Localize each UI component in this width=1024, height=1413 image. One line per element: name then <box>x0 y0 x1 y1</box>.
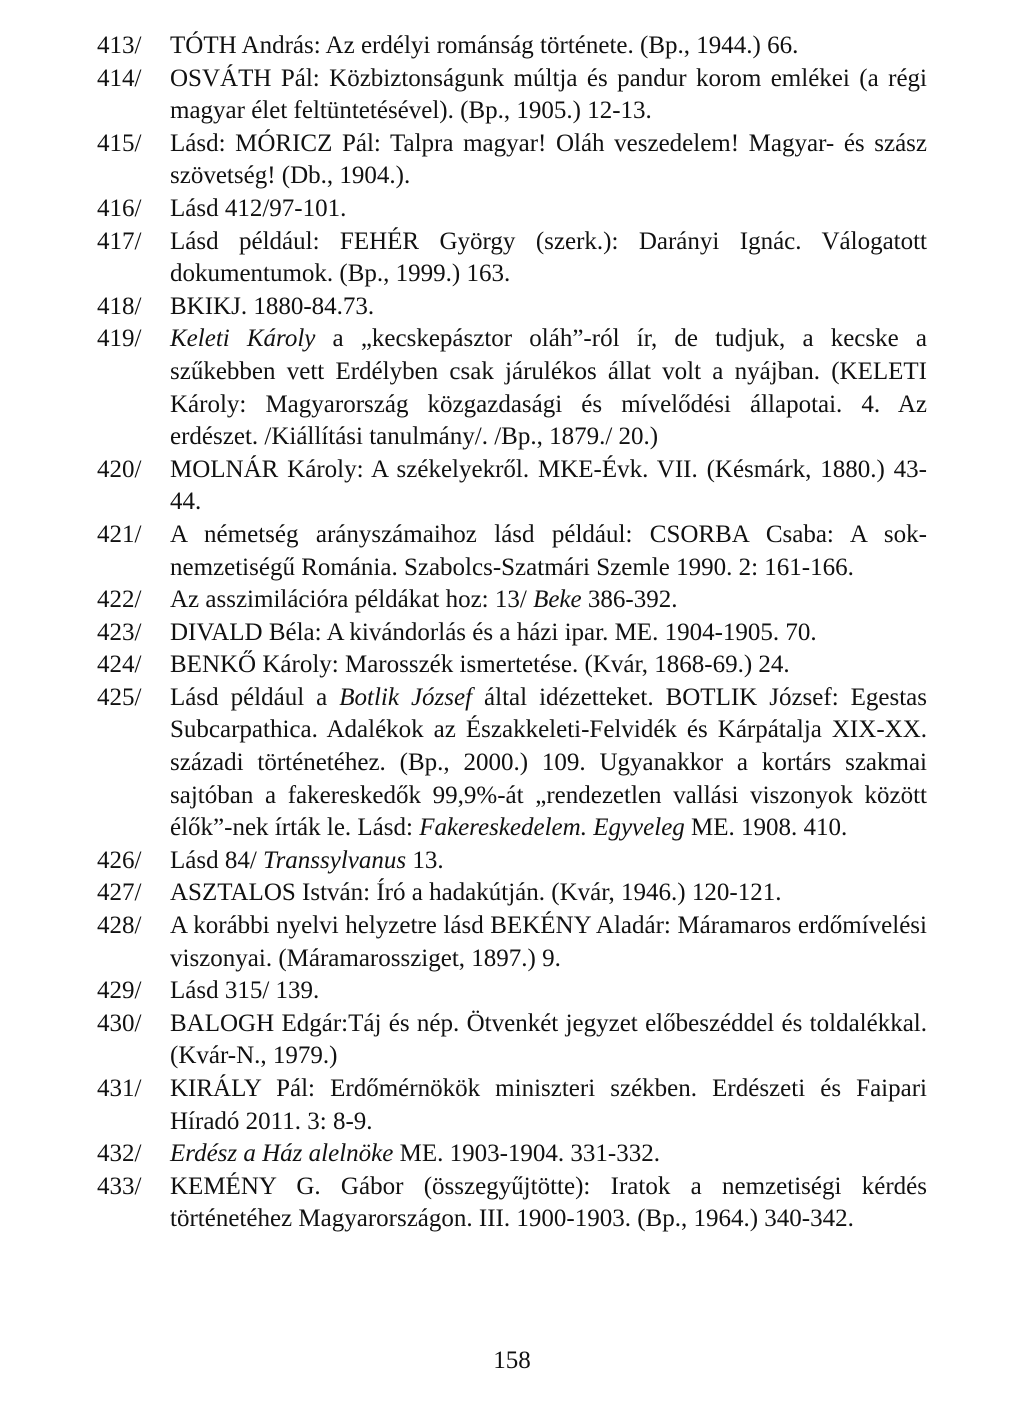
footnote-item <box>97 1171 927 1236</box>
footnote-item <box>97 30 927 63</box>
footnote-text <box>170 845 927 878</box>
footnote-list <box>97 30 927 1236</box>
text-segment: OSVÁTH Pál: Közbiztonságunk múltja és pandur korom emlékei (a régi magyar élet feltüntetésével). (Bp., 1905.) 12-13. <box>170 64 927 125</box>
footnote-text <box>170 1138 927 1171</box>
footnote-number: 432/ <box>97 1140 142 1168</box>
footnote-text <box>170 291 927 324</box>
footnote-number: 428/ <box>97 912 142 940</box>
text-segment: Lásd például: FEHÉR György (szerk.): Darányi Ignác. Válogatott dokumentumok. (Bp., 1999.) 163. <box>170 227 927 288</box>
footnote-number: 416/ <box>97 194 142 222</box>
footnote-number: 421/ <box>97 520 142 548</box>
text-segment: MOLNÁR Károly: A székelyekről. MKE-Évk. VII. (Késmárk, 1880.) 43-44. <box>170 455 927 516</box>
footnote-number: 414/ <box>97 64 142 92</box>
page-number: 158 <box>493 1347 531 1374</box>
text-segment: Lásd: MÓRICZ Pál: Talpra magyar! Oláh veszedelem! Magyar- és szász szövetség! (Db., 1904.). <box>170 129 927 190</box>
text-segment: BKIKJ. 1880-84.73. <box>170 292 375 320</box>
text-segment: által idézetteket. BOTLIK József: Egestas Subcarpathica. Adalékok az Északkeleti-Felvidék és Kárpátalja XIX-XX. századi történetéhez. (Bp., 2000.) 109. Ugyanakkor a kortárs szakmai sajtóban a fakereskedők 99,9%-át „rendezetlen vallási viszonyok között élők”-nek írták le. Lásd: <box>170 683 928 842</box>
footnote-number: 417/ <box>97 227 142 255</box>
text-segment: 13. <box>406 846 444 874</box>
footnote-item <box>97 877 927 910</box>
text-segment: Lásd 84/ <box>170 846 264 874</box>
italic-title: Beke <box>533 586 582 614</box>
footnote-text <box>170 910 927 975</box>
text-segment: KEMÉNY G. Gábor (összegyűjtötte): Iratok a nemzetiségi kérdés történetéhez Magyarországon. III. 1900-1903. (Bp., 1964.) 340-342. <box>170 1172 927 1233</box>
footnote-item <box>97 1138 927 1171</box>
footnote-number: 431/ <box>97 1075 142 1102</box>
footnote-number: 422/ <box>97 586 142 614</box>
footnote-item <box>97 1073 927 1138</box>
footnote-number: 425/ <box>97 683 142 711</box>
footnote-item <box>97 63 927 128</box>
footnote-item <box>97 617 927 650</box>
footnote-number: 419/ <box>97 325 142 353</box>
text-segment: Az asszimilációra példákat hoz: 13/ <box>170 586 534 614</box>
footnote-text <box>170 519 927 584</box>
footnote-number: 420/ <box>97 455 142 483</box>
footnote-text <box>170 682 927 845</box>
footnote-text <box>170 617 927 650</box>
footnote-number: 433/ <box>97 1172 142 1200</box>
italic-title: Botlik József <box>339 683 473 711</box>
footnote-number: 430/ <box>97 1009 142 1037</box>
italic-title: Erdész a Ház alelnöke <box>170 1140 394 1168</box>
text-segment: KIRÁLY Pál: Erdőmérnökök miniszteri székben. Erdészeti és Faipari Híradó 2011. 3: 8-9. <box>170 1075 927 1135</box>
footnote-number: 418/ <box>97 292 142 320</box>
text-segment: TÓTH András: Az erdélyi románság története. (Bp., 1944.) 66. <box>170 32 799 59</box>
footnote-text <box>170 30 927 63</box>
footnote-number: 427/ <box>97 879 142 907</box>
footnote-text <box>170 1008 927 1073</box>
footnote-number: 413/ <box>97 32 142 59</box>
footnote-number: 423/ <box>97 618 142 646</box>
text-segment: BENKŐ Károly: Marosszék ismertetése. (Kvár, 1868-69.) 24. <box>170 651 790 679</box>
text-segment: Lásd például a <box>170 683 340 711</box>
footnote-number: 426/ <box>97 846 142 874</box>
footnote-text <box>170 63 927 128</box>
text-segment: ME. 1903-1904. 331-332. <box>393 1140 660 1168</box>
footnote-item <box>97 128 927 193</box>
text-segment: Lásd 412/97-101. <box>170 194 347 222</box>
footnote-text <box>170 649 927 682</box>
italic-title: Transsylvanus <box>263 846 407 874</box>
footnote-item <box>97 845 927 878</box>
footnote-item <box>97 584 927 617</box>
text-segment: BALOGH Edgár:Táj és nép. Ötvenkét jegyzet előbeszéddel és toldalékkal. (Kvár-N., 1979.) <box>170 1009 927 1070</box>
footnote-text <box>170 454 927 519</box>
italic-title: Keleti Károly <box>170 325 316 353</box>
footnote-text <box>170 584 927 617</box>
text-segment: Lásd 315/ 139. <box>170 977 320 1005</box>
text-segment: a „kecskepásztor oláh”-ról ír, de tudjuk, a kecske a szűkebben vett Erdélyben csak járulékos állat volt a nyájban. (KELETI Károly: Magyarország közgazdasági és mívelődési állapotai. 4. Az erdészet. /Kiállítási tanulmány/. /Bp., 1879./ 20.) <box>170 325 927 451</box>
text-segment: ME. 1908. 410. <box>684 814 848 842</box>
footnote-text <box>170 193 927 226</box>
footnote-item <box>97 193 927 226</box>
footnote-item <box>97 910 927 975</box>
footnote-item <box>97 323 927 453</box>
footnote-number: 415/ <box>97 129 142 157</box>
text-segment: A németség arányszámaihoz lásd például: CSORBA Csaba: A soknemzetiségű Románia. Szabolcs-Szatmári Szemle 1990. 2: 161-166. <box>170 520 927 581</box>
footnote-text <box>170 323 927 453</box>
footnote-item <box>97 975 927 1008</box>
text-segment: A korábbi nyelvi helyzetre lásd BEKÉNY Aladár: Máramaros erdőmívelési viszonyai. (Máramarossziget, 1897.) 9. <box>170 912 927 972</box>
footnote-text <box>170 1073 927 1138</box>
footnote-item <box>97 226 927 291</box>
footnote-item <box>97 1008 927 1073</box>
footnote-text <box>170 877 927 910</box>
footnote-item <box>97 291 927 324</box>
footnote-item <box>97 519 927 584</box>
footnote-text <box>170 975 927 1008</box>
text-segment: ASZTALOS István: Író a hadakútján. (Kvár, 1946.) 120-121. <box>170 879 782 907</box>
footnote-text <box>170 128 927 193</box>
footnote-item <box>97 649 927 682</box>
footnote-item <box>97 682 927 845</box>
footnote-item <box>97 454 927 519</box>
italic-title: Fakereskedelem. Egyveleg <box>419 814 685 842</box>
footnote-text <box>170 226 927 291</box>
footnote-number: 429/ <box>97 977 142 1005</box>
footnote-text <box>170 1171 927 1236</box>
text-segment: 386-392. <box>581 586 678 614</box>
text-segment: DIVALD Béla: A kivándorlás és a házi ipar. ME. 1904-1905. 70. <box>170 618 817 646</box>
footnote-number: 424/ <box>97 651 142 679</box>
